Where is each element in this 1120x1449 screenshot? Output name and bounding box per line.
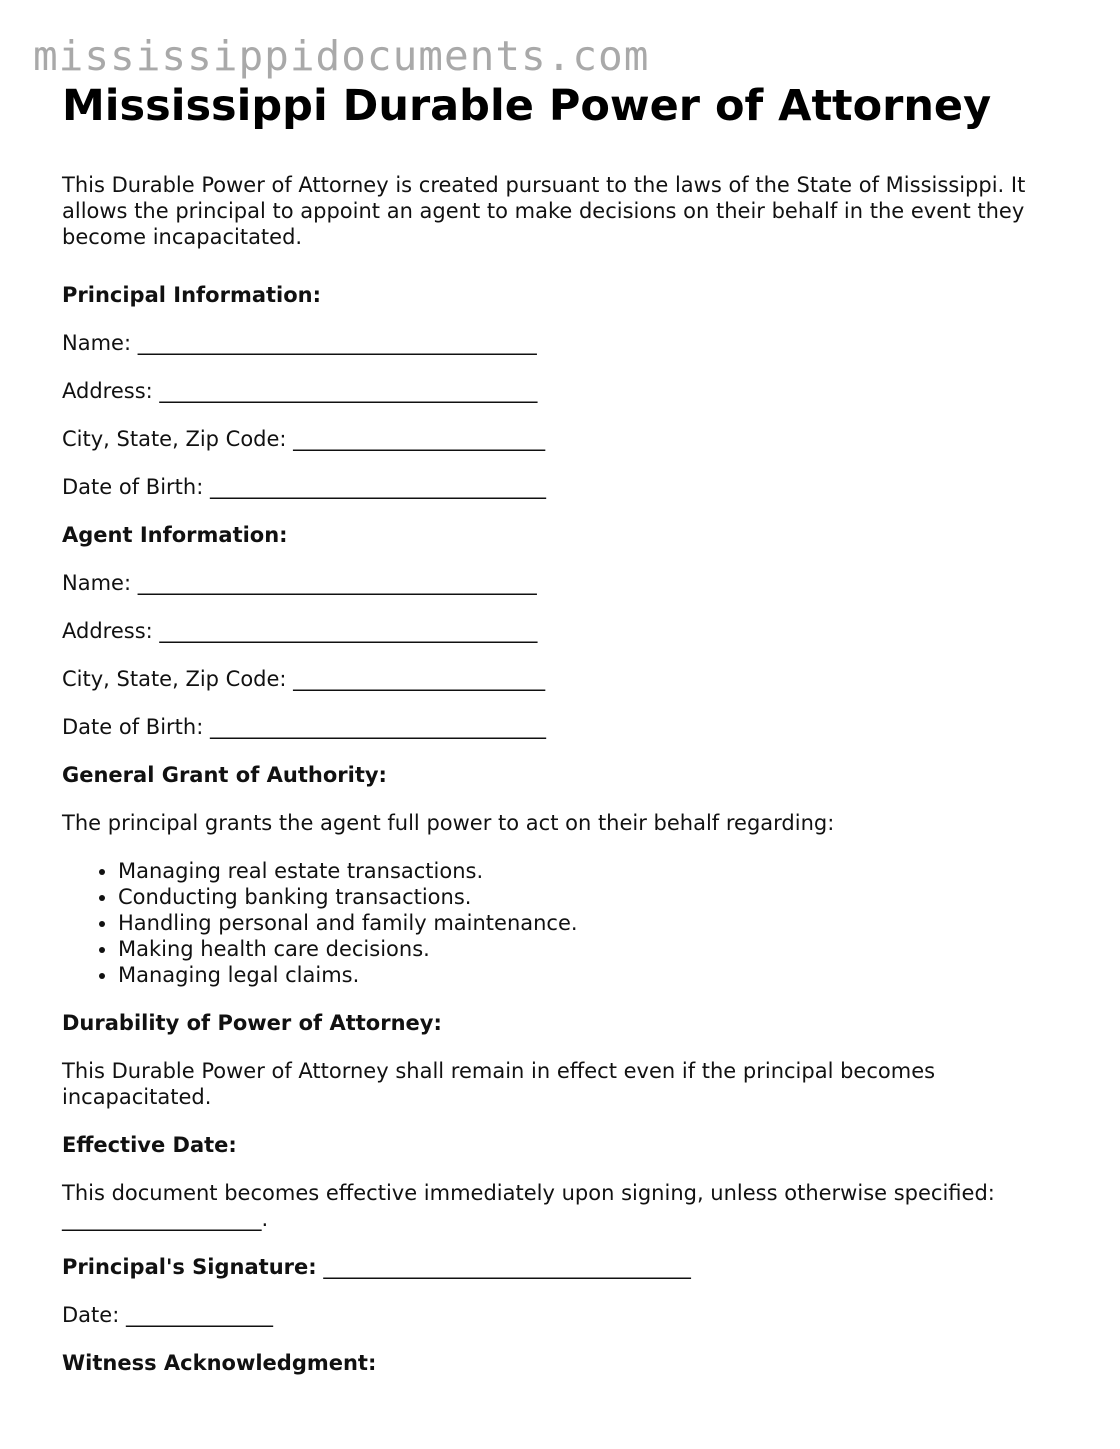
list-item: • Handling personal and family maintenance. [118, 910, 1062, 936]
principal-dob-field[interactable]: Date of Birth: ________________________________ [62, 475, 546, 499]
agent-heading: Agent Information: [62, 523, 288, 547]
effective-text: This document becomes effective immediately upon signing, unless otherwise specified: ___________________. [62, 1181, 995, 1231]
principal-heading: Principal Information: [62, 283, 322, 307]
agent-city-field[interactable]: City, State, Zip Code: ________________________ [62, 667, 546, 691]
signature-row [62, 1254, 1062, 1280]
agent-dob-field[interactable]: Date of Birth: ________________________________ [62, 715, 546, 739]
page-title: Mississippi Durable Power of Attorney [62, 81, 992, 131]
signature-label: Principal's Signature: [62, 1255, 317, 1279]
principal-city-field[interactable]: City, State, Zip Code: ________________________ [62, 427, 546, 451]
agent-name-field[interactable]: Name: ______________________________________ [62, 571, 537, 595]
document-body [62, 78, 1062, 1398]
authority-text: The principal grants the agent full power to act on their behalf regarding: [62, 811, 835, 835]
durability-heading: Durability of Power of Attorney: [62, 1011, 442, 1035]
watermark: mississippidocuments.com [33, 32, 650, 80]
principal-name-field[interactable]: Name: ______________________________________ [62, 331, 537, 355]
list-item: • Managing real estate transactions. [118, 858, 1062, 884]
signature-line[interactable]: ___________________________________ [323, 1255, 691, 1279]
durability-text: This Durable Power of Attorney shall remain in effect even if the principal becomes incapacitated. [62, 1059, 936, 1109]
list-item: • Conducting banking transactions. [118, 884, 1062, 910]
list-item: • Managing legal claims. [118, 962, 1062, 988]
effective-heading: Effective Date: [62, 1133, 237, 1157]
authority-list [62, 858, 1062, 988]
signature-date-field[interactable]: Date: ______________ [62, 1303, 273, 1327]
principal-address-field[interactable]: Address: ____________________________________ [62, 379, 538, 403]
agent-address-field[interactable]: Address: ____________________________________ [62, 619, 538, 643]
witness-heading: Witness Acknowledgment: [62, 1351, 377, 1375]
intro-paragraph: This Durable Power of Attorney is created pursuant to the laws of the State of Mississippi. It allows the principal to appoint an agent to make decisions on their behalf in the event they become incapacitated. [62, 173, 1026, 249]
list-item: • Making health care decisions. [118, 936, 1062, 962]
authority-heading: General Grant of Authority: [62, 763, 387, 787]
